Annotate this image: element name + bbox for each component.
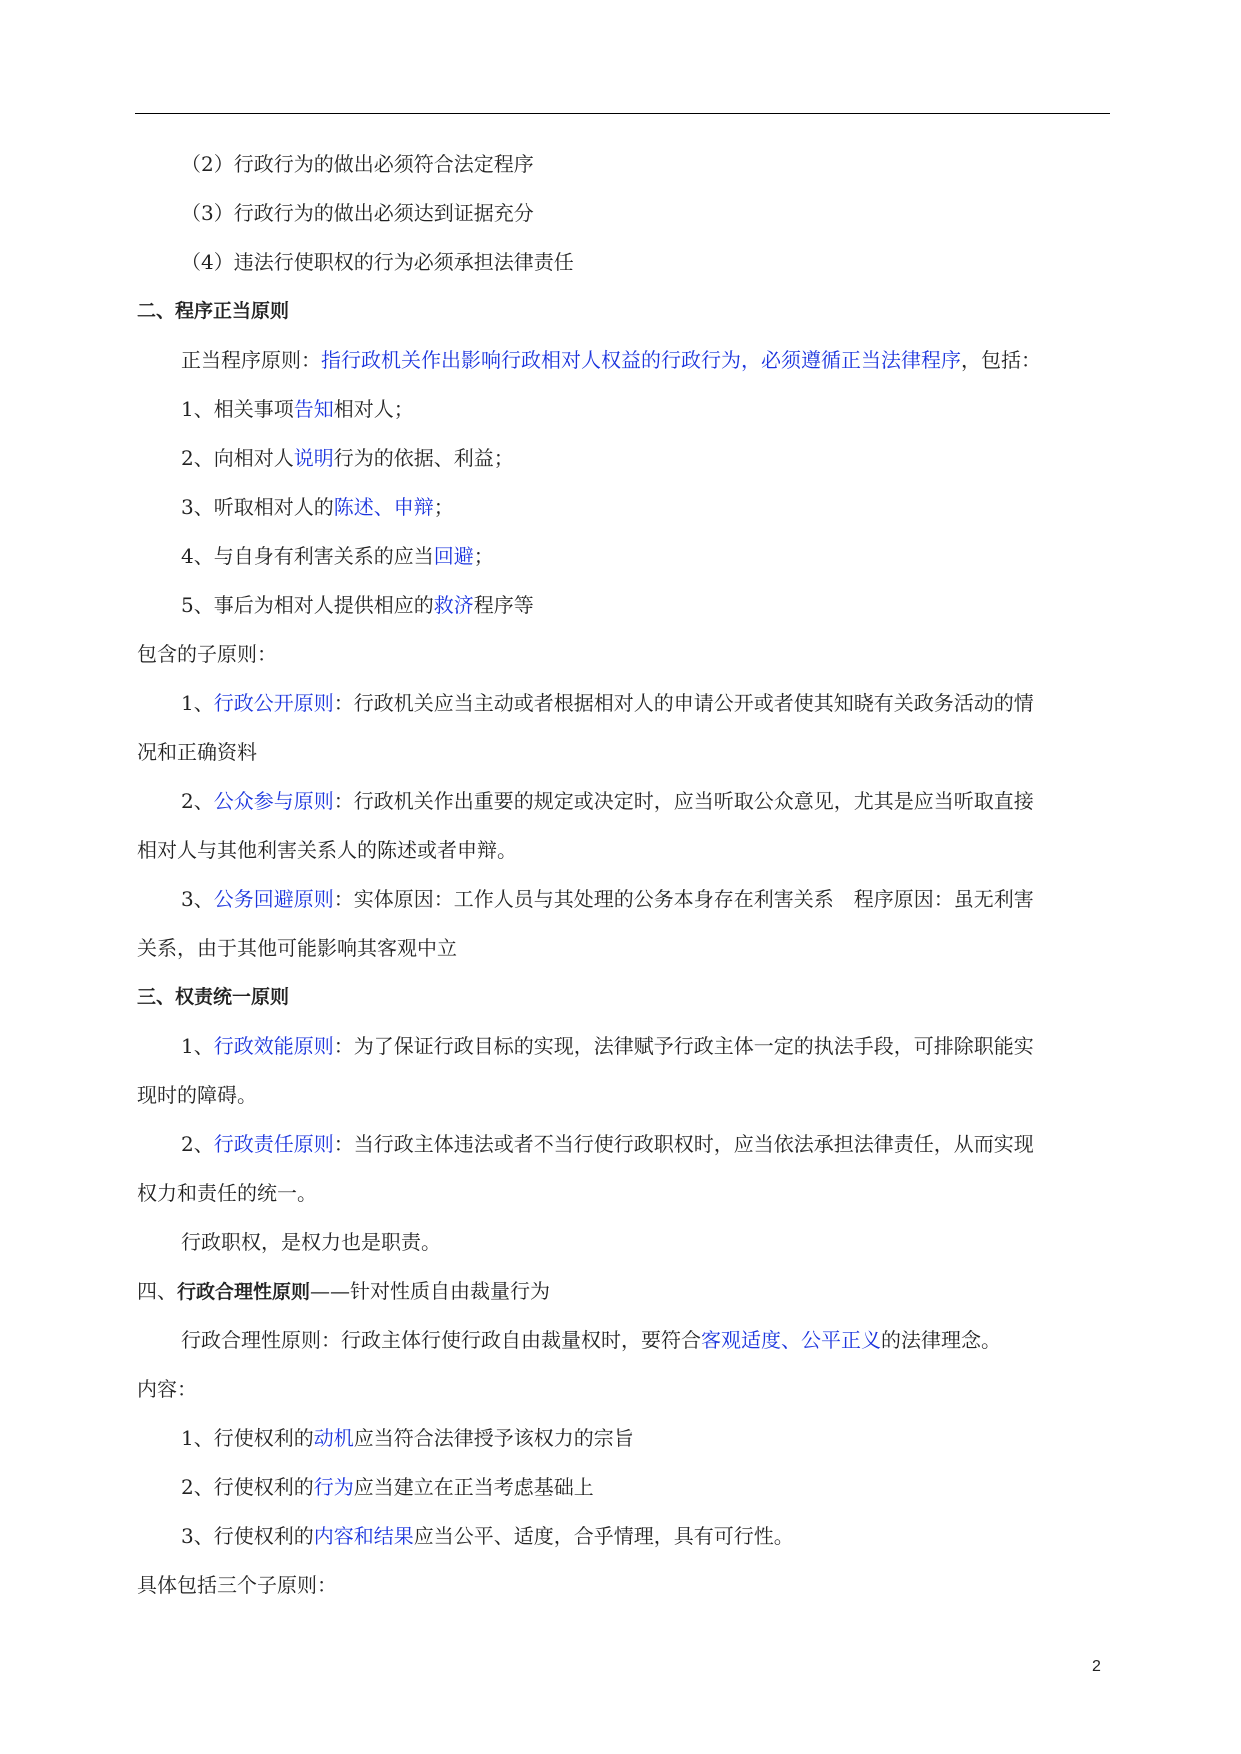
page-number: 2 [1092, 1658, 1101, 1675]
list-item: 2、行使权利的行为应当建立在正当考虑基础上 [181, 1475, 594, 1499]
section-heading: 四、行政合理性原则——针对性质自由裁量行为 [137, 1279, 551, 1303]
document-body [137, 140, 1109, 1610]
highlight-text: 行为 [313, 1475, 354, 1499]
highlight-text: 客观适度、公平正义 [701, 1328, 881, 1352]
highlight-text: 告知 [293, 397, 334, 421]
list-item: 3、听取相对人的陈述、申辩； [181, 495, 454, 519]
list-item: 1、行政效能原则：为了保证行政目标的实现，法律赋予行政主体一定的执法手段，可排除职能实 [181, 1034, 1034, 1058]
paragraph: 内容： [137, 1377, 197, 1401]
list-item: 1、相关事项告知相对人； [181, 397, 414, 421]
paragraph: 具体包括三个子原则： [137, 1573, 337, 1597]
list-item-continuation: 相对人与其他利害关系人的陈述或者申辩。 [137, 838, 517, 862]
list-item: 3、行使权利的内容和结果应当公平、适度，合乎情理，具有可行性。 [181, 1524, 794, 1548]
highlight-text: 行政责任原则 [213, 1132, 334, 1156]
highlight-text: 救济 [433, 593, 474, 617]
paragraph: 行政合理性原则：行政主体行使行政自由裁量权时，要符合客观适度、公平正义的法律理念。 [181, 1328, 1001, 1352]
list-item-continuation: 况和正确资料 [137, 740, 257, 764]
highlight-text: 指行政机关作出影响行政相对人权益的行政行为，必须遵循正当法律程序 [321, 348, 961, 372]
highlight-text: 动机 [313, 1426, 354, 1450]
highlight-text: 行政效能原则 [213, 1034, 334, 1058]
section-heading: 三、权责统一原则 [137, 986, 290, 1008]
list-item-continuation: 关系，由于其他可能影响其客观中立 [137, 936, 457, 960]
list-item: 4、与自身有利害关系的应当回避； [181, 544, 494, 568]
list-item: 1、行使权利的动机应当符合法律授予该权力的宗旨 [181, 1426, 634, 1450]
highlight-text: 陈述、申辩 [333, 495, 434, 519]
highlight-text: 说明 [293, 446, 334, 470]
highlight-text: 内容和结果 [313, 1524, 414, 1548]
highlight-text: 公众参与原则 [213, 789, 334, 813]
header-rule [135, 113, 1110, 114]
list-item: （3）行政行为的做出必须达到证据充分 [181, 201, 534, 225]
section-heading: 二、程序正当原则 [137, 300, 290, 322]
highlight-text: 行政公开原则 [213, 691, 334, 715]
list-item: （4）违法行使职权的行为必须承担法律责任 [181, 250, 574, 274]
highlight-text: 回避 [433, 544, 474, 568]
paragraph: 包含的子原则： [137, 642, 277, 666]
paragraph: 正当程序原则：指行政机关作出影响行政相对人权益的行政行为，必须遵循正当法律程序，包括： [181, 348, 1041, 372]
list-item: 1、行政公开原则：行政机关应当主动或者根据相对人的申请公开或者使其知晓有关政务活动的情 [181, 691, 1034, 715]
paragraph: 行政职权，是权力也是职责。 [181, 1230, 441, 1254]
list-item: 5、事后为相对人提供相应的救济程序等 [181, 593, 534, 617]
highlight-text: 公务回避原则 [213, 887, 334, 911]
list-item: 2、行政责任原则：当行政主体违法或者不当行使行政职权时，应当依法承担法律责任，从而实现 [181, 1132, 1034, 1156]
list-item: （2）行政行为的做出必须符合法定程序 [181, 152, 534, 176]
list-item: 2、向相对人说明行为的依据、利益； [181, 446, 514, 470]
list-item: 2、公众参与原则：行政机关作出重要的规定或决定时，应当听取公众意见，尤其是应当听取直接 [181, 789, 1034, 813]
list-item-continuation: 权力和责任的统一。 [137, 1181, 317, 1205]
list-item: 3、公务回避原则：实体原因：工作人员与其处理的公务本身存在利害关系 程序原因：虽无利害 [181, 887, 1034, 911]
list-item-continuation: 现时的障碍。 [137, 1083, 257, 1107]
